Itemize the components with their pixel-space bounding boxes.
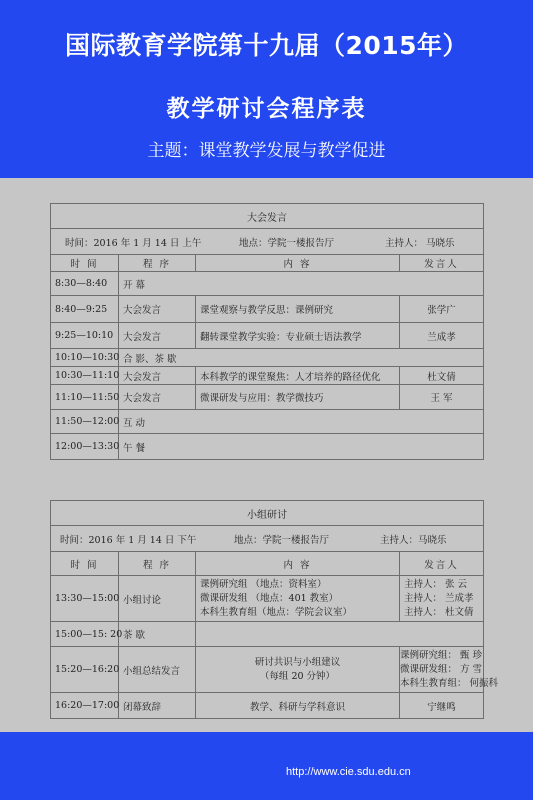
speaker-line: 课例研究组： 甄 珍 [400, 649, 483, 661]
header-banner [0, 0, 533, 178]
row-time: 10:10—10:30 [51, 349, 119, 367]
table-row [51, 296, 484, 323]
row-time: 13:30—15:00 [51, 576, 119, 622]
row-time: 16:20—17:00 [51, 693, 119, 719]
footer-banner [0, 732, 533, 800]
row-time: 9:25—10:10 [51, 323, 119, 349]
group-section-title: 小组研讨 [51, 501, 484, 526]
table-row [51, 622, 484, 647]
theme-line: 主题：课堂教学发展与教学促进 [147, 141, 386, 161]
speaker-line: 微课研发组： 方 雪 [400, 663, 483, 675]
column-header-program: 程 序 [119, 255, 196, 272]
speaker-line: 主持人： 杜文倩 [404, 606, 474, 618]
row-speaker: 王 军 [400, 385, 484, 410]
row-speaker [400, 576, 484, 622]
row-time: 15:20—16:20 [51, 647, 119, 693]
plenary-section-title: 大会发言 [51, 204, 484, 229]
row-program: 茶 歇 [119, 622, 196, 647]
row-content: 教学、科研与学科意识 [196, 693, 400, 719]
row-program: 大会发言 [119, 323, 196, 349]
row-speaker: 杜文倩 [400, 367, 484, 385]
row-content: 本科教学的课堂聚焦：人才培养的路径优化 [196, 367, 400, 385]
column-header-time: 时 间 [51, 255, 119, 272]
plenary-info-row [51, 229, 484, 255]
column-header-program: 程 序 [119, 552, 196, 576]
table-row [51, 410, 484, 434]
row-speaker [400, 647, 499, 693]
row-program: 闭幕致辞 [119, 693, 196, 719]
plenary-table [50, 203, 484, 460]
row-content [196, 622, 484, 647]
row-content [196, 647, 400, 693]
group-host: 主持人：马晓乐 [380, 534, 447, 546]
group-table [50, 500, 499, 719]
row-time: 11:10—11:50 [51, 385, 119, 410]
content-line: 课例研究组 （地点：资料室） [200, 578, 327, 590]
row-program: 午 餐 [119, 434, 484, 460]
speaker-line: 主持人： 张 云 [404, 578, 468, 590]
row-content: 课堂观察与教学反思：课例研究 [196, 296, 400, 323]
table-row [51, 272, 484, 296]
group-time: 时间：2016 年 1 月 14 日 下午 [60, 534, 197, 546]
table-row [51, 385, 484, 410]
group-info-row [51, 526, 484, 552]
row-time: 8:40—9:25 [51, 296, 119, 323]
row-content: 微课研发与应用：教学微技巧 [196, 385, 400, 410]
column-header-content: 内 容 [196, 552, 400, 576]
row-speaker: 宁继鸣 [400, 693, 484, 719]
row-program: 开 幕 [119, 272, 484, 296]
column-header-speaker: 发言人 [400, 552, 484, 576]
table-row [51, 693, 484, 719]
row-content [196, 576, 400, 622]
row-program: 大会发言 [119, 296, 196, 323]
row-time: 15:00—15: 20 [51, 622, 119, 647]
speaker-line: 本科生教育组： 何振科 [400, 677, 499, 689]
column-header-content: 内 容 [196, 255, 400, 272]
content-line: （每组 20 分钟） [259, 670, 336, 682]
row-program: 合 影、茶 歇 [119, 349, 484, 367]
table-row [51, 434, 484, 460]
column-header-speaker: 发言人 [400, 255, 484, 272]
row-program: 小组讨论 [119, 576, 196, 622]
row-program: 大会发言 [119, 385, 196, 410]
speaker-line: 主持人： 兰成孝 [404, 592, 474, 604]
plenary-location: 地点：学院一楼报告厅 [239, 237, 335, 249]
table-row [51, 323, 484, 349]
row-time: 11:50—12:00 [51, 410, 119, 434]
plenary-time: 时间：2016 年 1 月 14 日 上午 [65, 237, 202, 249]
page-title: 国际教育学院第十九届（2015年） [64, 31, 469, 60]
column-header-time: 时 间 [51, 552, 119, 576]
table-row [51, 647, 484, 693]
row-time: 10:30—11:10 [51, 367, 119, 385]
plenary-host: 主持人： 马晓乐 [385, 237, 455, 249]
table-row [51, 367, 484, 385]
row-program: 大会发言 [119, 367, 196, 385]
content-line: 微课研发组 （地点：401 教室） [200, 592, 339, 604]
row-time: 12:00—13:30 [51, 434, 119, 460]
website-url: http://www.cie.sdu.edu.cn [286, 766, 411, 778]
row-time: 8:30—8:40 [51, 272, 119, 296]
row-program: 互 动 [119, 410, 484, 434]
row-speaker: 兰成孝 [400, 323, 484, 349]
page-subtitle: 教学研讨会程序表 [166, 96, 367, 122]
content-line: 本科生教育组（地点：学院会议室） [200, 606, 353, 618]
group-location: 地点：学院一楼报告厅 [234, 534, 330, 546]
content-line: 研讨共识与小组建议 [254, 656, 341, 668]
table-row [51, 576, 484, 622]
row-speaker: 张学广 [400, 296, 484, 323]
row-content: 翻转课堂教学实验：专业硕士语法教学 [196, 323, 400, 349]
table-row [51, 349, 484, 367]
row-program: 小组总结发言 [119, 647, 196, 693]
